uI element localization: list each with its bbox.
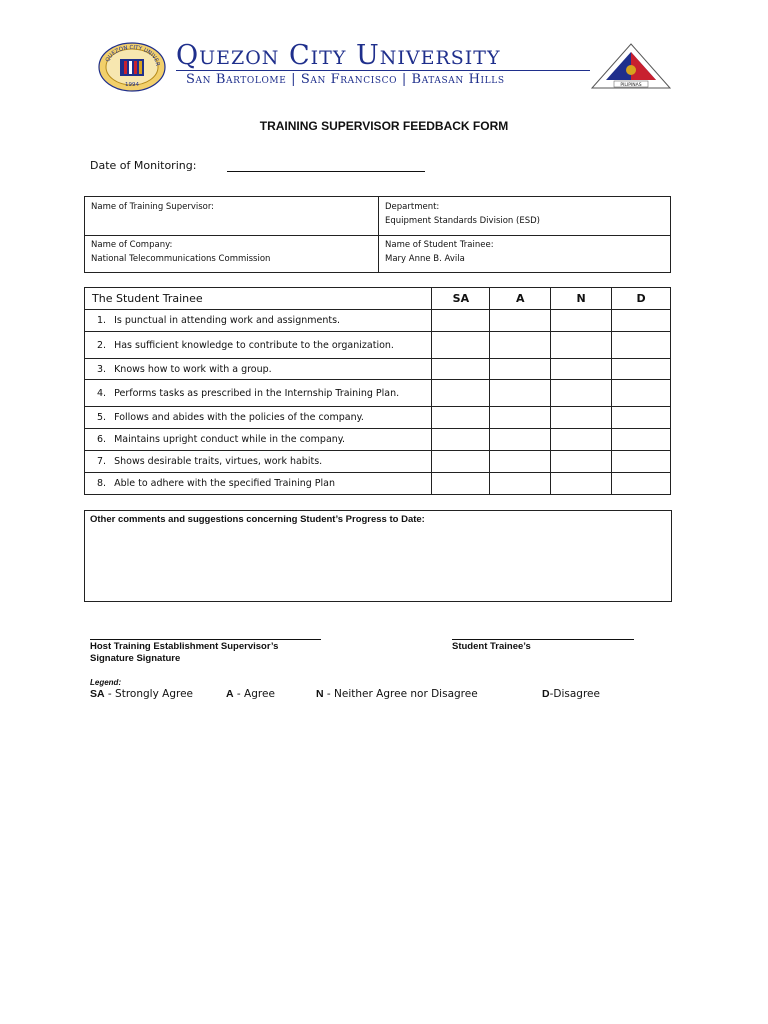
rating-cell-d[interactable]: [612, 380, 671, 407]
rating-cell-n[interactable]: [551, 473, 612, 495]
criterion-row: [85, 451, 671, 473]
evaluation-table: [84, 287, 671, 495]
supervisor-label: Name of Training Supervisor:: [91, 202, 215, 212]
criterion-row: [85, 473, 671, 495]
rating-cell-n[interactable]: [551, 332, 612, 359]
rating-cell-n[interactable]: [551, 359, 612, 380]
university-name: Quezon City University: [176, 40, 501, 71]
criterion-row: [85, 380, 671, 407]
rating-cell-sa[interactable]: [432, 407, 490, 429]
rating-cell-a[interactable]: [490, 473, 551, 495]
rating-cell-n[interactable]: [551, 429, 612, 451]
rating-cell-d[interactable]: [612, 407, 671, 429]
evaluation-header-row: [85, 288, 671, 310]
rating-cell-d[interactable]: [612, 332, 671, 359]
legend-title: Legend:: [90, 678, 122, 687]
seal-text: QUEZON CITY UNIVER: [104, 44, 161, 67]
rating-cell-d[interactable]: [612, 359, 671, 380]
column-n: N: [551, 288, 612, 310]
criterion-row: [85, 429, 671, 451]
department-cell[interactable]: [379, 200, 670, 228]
rating-cell-sa[interactable]: [432, 310, 490, 332]
rating-cell-a[interactable]: [490, 359, 551, 380]
criterion-row: [85, 310, 671, 332]
city-seal-text: PILIPINAS: [620, 83, 642, 88]
rating-cell-sa[interactable]: [432, 451, 490, 473]
rating-cell-a[interactable]: [490, 407, 551, 429]
criterion-text: 6. Maintains upright conduct while in the company.: [85, 429, 432, 451]
criterion-text: 4. Performs tasks as prescribed in the Internship Training Plan.: [85, 380, 432, 407]
criterion-row: [85, 359, 671, 380]
header-divider: [176, 70, 590, 71]
company-value: National Telecommunications Commission: [91, 254, 271, 264]
rating-cell-sa[interactable]: [432, 429, 490, 451]
rating-cell-sa[interactable]: [432, 380, 490, 407]
evaluation-header: The Student Trainee: [85, 288, 432, 310]
column-sa: SA: [432, 288, 490, 310]
supervisor-cell[interactable]: [85, 200, 378, 214]
form-title: TRAINING SUPERVISOR FEEDBACK FORM: [259, 119, 509, 133]
date-of-monitoring-label: Date of Monitoring:: [90, 159, 197, 172]
rating-cell-a[interactable]: [490, 332, 551, 359]
host-signature-label-2: Signature Signature: [90, 653, 181, 664]
rating-cell-sa[interactable]: [432, 473, 490, 495]
criterion-text: 8. Able to adhere with the specified Training Plan: [85, 473, 432, 495]
seal-year: 1994: [125, 82, 139, 88]
column-d: D: [612, 288, 671, 310]
rating-cell-n[interactable]: [551, 407, 612, 429]
rating-cell-a[interactable]: [490, 429, 551, 451]
criterion-row: [85, 332, 671, 359]
campus-list: San Bartolome | San Francisco | Batasan Hills: [186, 72, 505, 87]
rating-cell-d[interactable]: [612, 310, 671, 332]
host-signature-line[interactable]: [90, 639, 321, 640]
criterion-text: 5. Follows and abides with the policies of the company.: [85, 407, 432, 429]
trainee-cell[interactable]: [379, 238, 670, 266]
rating-cell-n[interactable]: [551, 451, 612, 473]
city-seal-icon: [590, 42, 672, 90]
trainee-signature-label: Student Trainee’s: [452, 641, 531, 652]
host-signature-label: Host Training Establishment Supervisor’s: [90, 641, 279, 652]
trainee-label: Name of Student Trainee:: [385, 240, 494, 250]
rating-cell-a[interactable]: [490, 380, 551, 407]
legend-item-sa: SA - Strongly Agree: [90, 688, 193, 700]
legend-item-n: N - Neither Agree nor Disagree: [316, 688, 478, 700]
rating-cell-sa[interactable]: [432, 332, 490, 359]
rating-cell-a[interactable]: [490, 310, 551, 332]
company-label: Name of Company:: [91, 240, 173, 250]
trainee-value: Mary Anne B. Avila: [385, 254, 465, 264]
rating-cell-n[interactable]: [551, 310, 612, 332]
rating-cell-a[interactable]: [490, 451, 551, 473]
legend-item-a: A - Agree: [226, 688, 275, 700]
department-label: Department:: [385, 202, 440, 212]
rating-cell-d[interactable]: [612, 473, 671, 495]
criterion-text: 2. Has sufficient knowledge to contribute to the organization.: [85, 332, 432, 359]
criterion-text: 1. Is punctual in attending work and assignments.: [85, 310, 432, 332]
rating-cell-d[interactable]: [612, 429, 671, 451]
rating-cell-sa[interactable]: [432, 359, 490, 380]
rating-cell-d[interactable]: [612, 451, 671, 473]
column-a: A: [490, 288, 551, 310]
criterion-text: 7. Shows desirable traits, virtues, work habits.: [85, 451, 432, 473]
department-value: Equipment Standards Division (ESD): [385, 216, 540, 226]
criterion-text: 3. Knows how to work with a group.: [85, 359, 432, 380]
comments-label: Other comments and suggestions concerning Student’s Progress to Date:: [90, 514, 425, 525]
university-seal-icon: [98, 42, 166, 92]
trainee-signature-line[interactable]: [452, 639, 634, 640]
company-cell[interactable]: [85, 238, 378, 266]
info-table-divider: [84, 235, 671, 236]
legend-item-d: D-Disagree: [542, 688, 600, 700]
date-of-monitoring-field[interactable]: [227, 171, 425, 172]
rating-cell-n[interactable]: [551, 380, 612, 407]
criterion-row: [85, 407, 671, 429]
